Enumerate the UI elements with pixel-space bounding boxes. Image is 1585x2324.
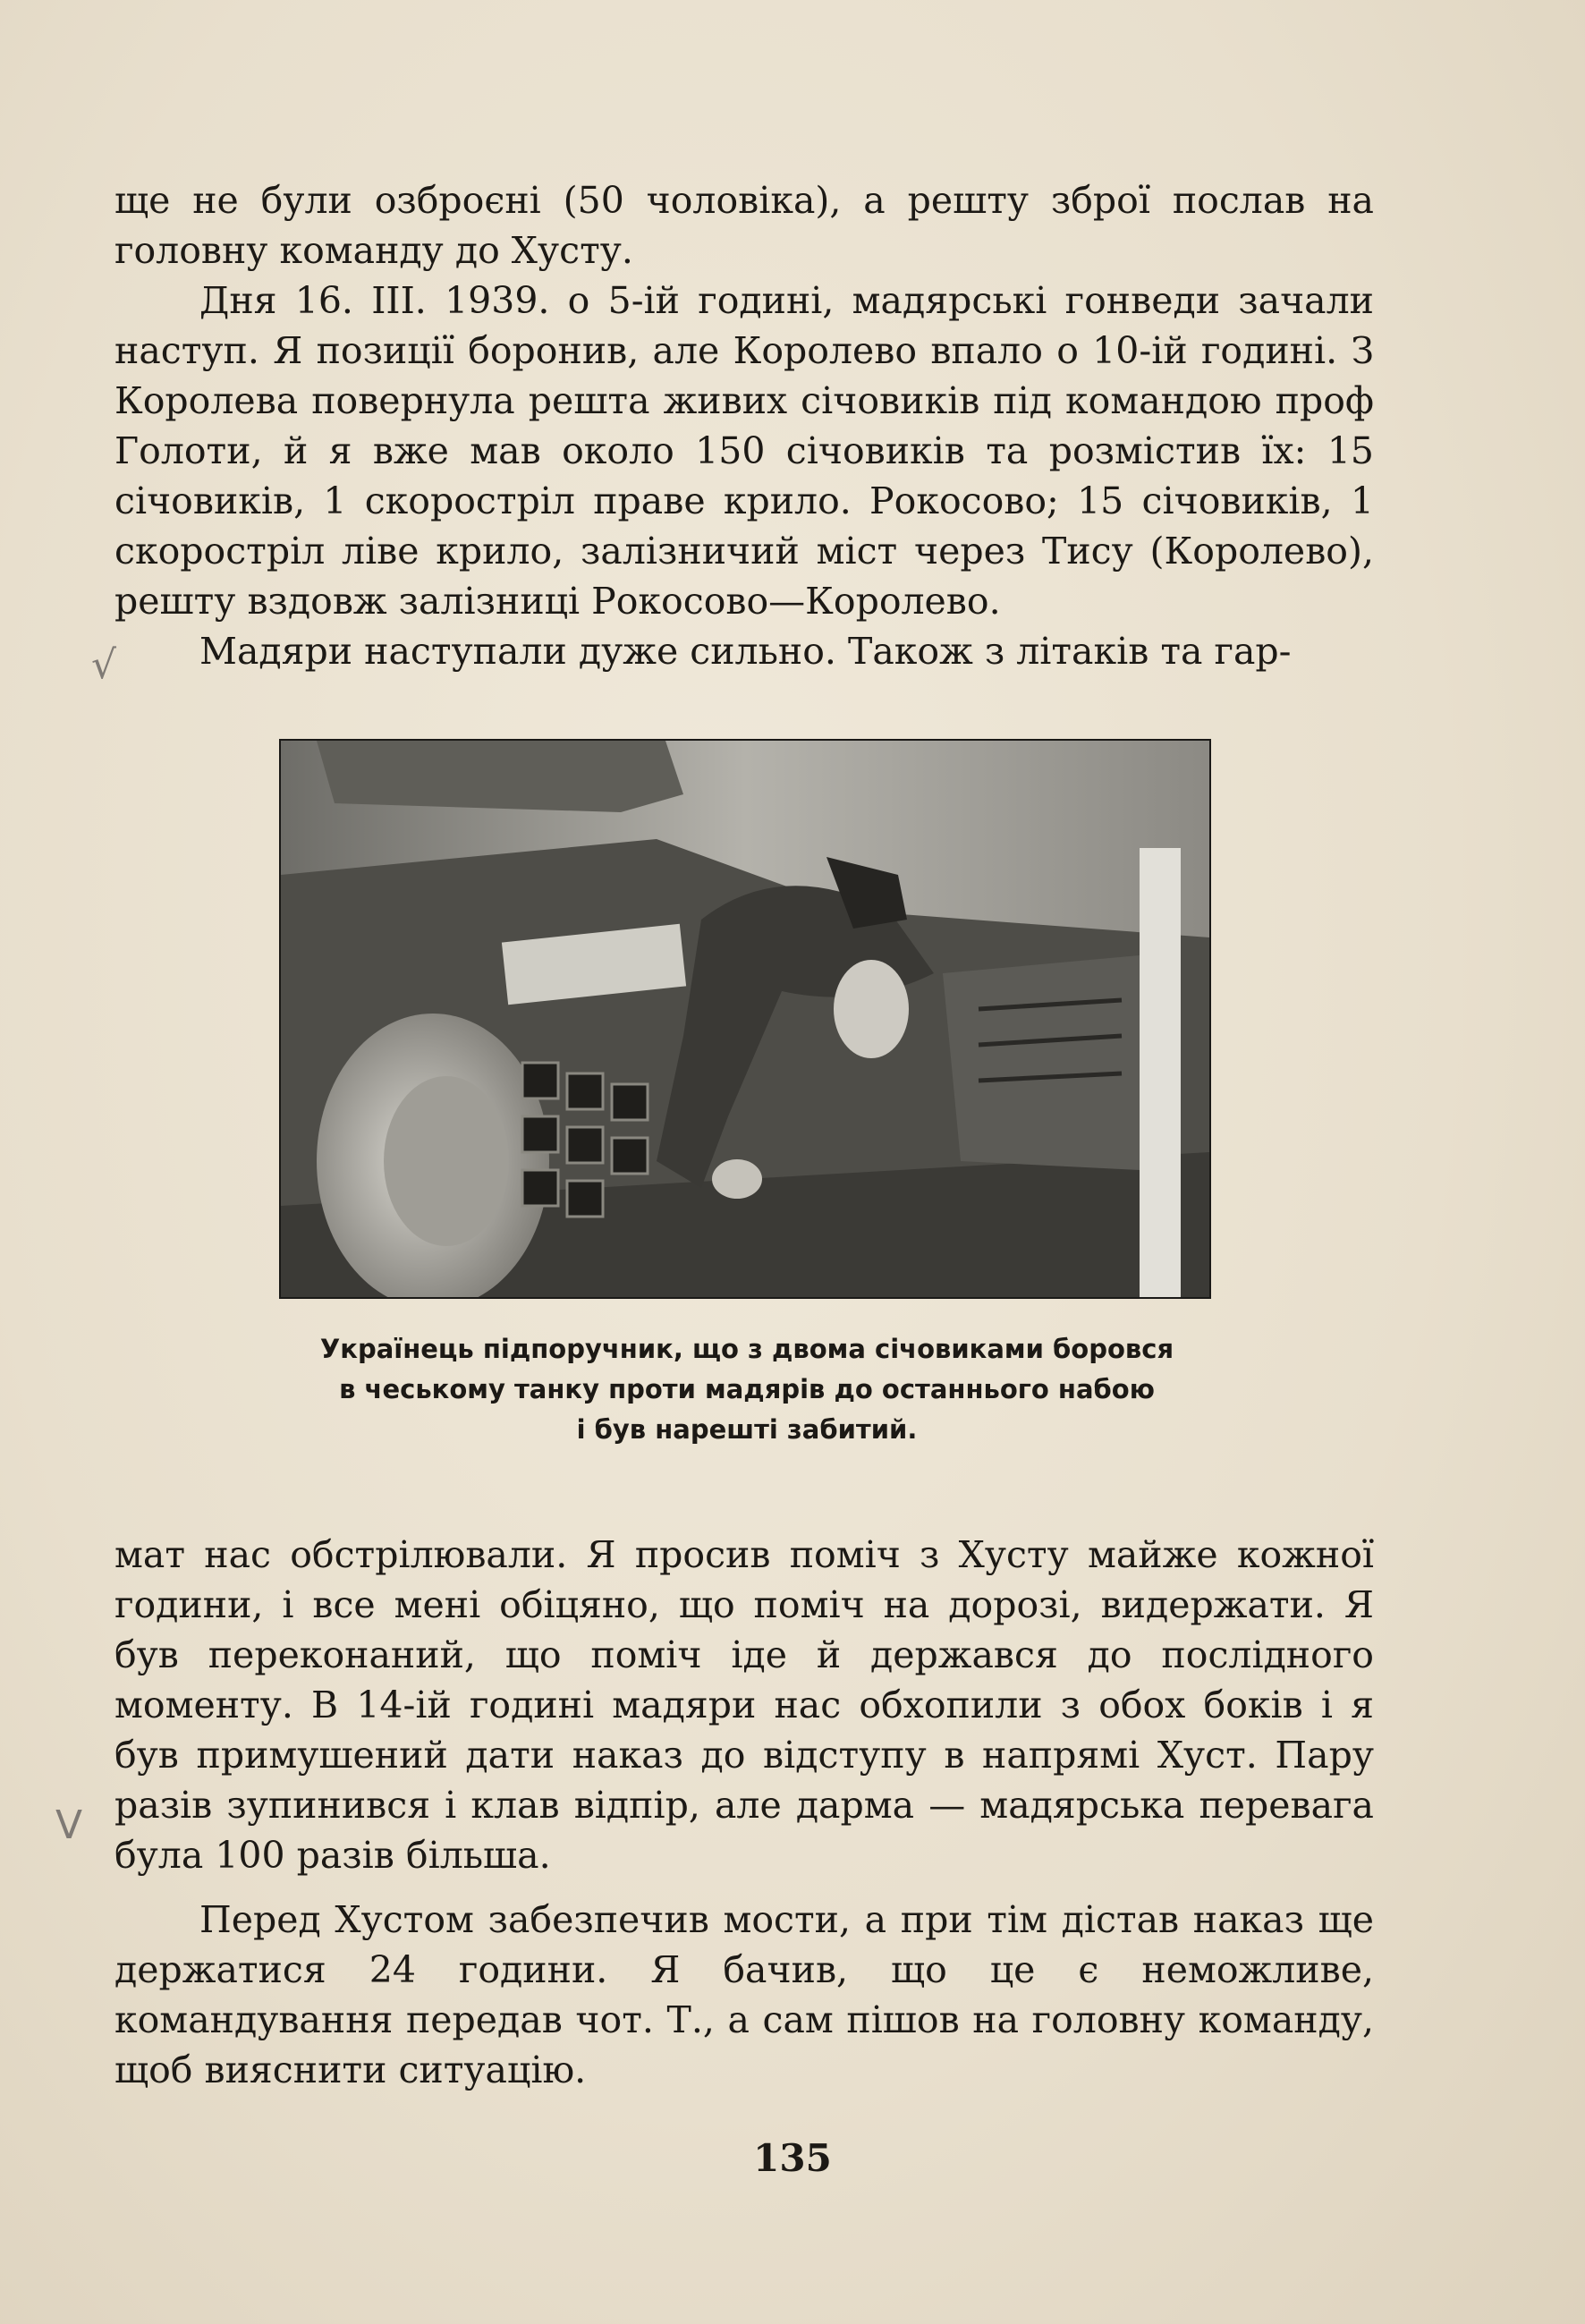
paragraph-khust: Перед Хустом забезпечив мости, а при тім дістав наказ ще держатися 24 години. Я бачив, що це є неможливе, командування передав чот. Т., а сам пішов на головну команду, щоб вияснити ситуацію. — [114, 1898, 1374, 2091]
caption-line: і був нарешті забитий. — [576, 1414, 918, 1445]
paragraph-offensive: Дня 16. III. 1939. о 5-ій годині, мадярські гонведи зачали наступ. Я позиції боронив, але Королево впало о 10-ій годині. З Королева повернула решта живих січовиків під командою проф Голоти, й я вже мав около 150 січовиків та розмістив їх: 15 січовиків, 1 скоростріл праве крило. Рокосово; 15 січовиків, 1 скоростріл ліве крило, залізничий міст через Тису (Королево), решту вздовж залізниці Рокосово—Королево. — [114, 279, 1374, 623]
tank-photo-illustration — [281, 741, 1209, 1297]
paragraph-retreat: мат нас обстрілювали. Я просив поміч з Хусту майже кожної години, і все мені обіцяно, що поміч на дорозі, видержати. Я був переконаний, що поміч іде й держався до послідного моменту. В 14-ій годині мадяри нас обхопили з обох боків і я був примушений дати наказ до відступу в напрямі Хуст. Пару разів зупинився і клав відпір, але дарма — мадярська перевага була 100 разів більша. — [114, 1533, 1374, 1877]
photo-caption — [259, 1329, 1234, 1450]
wheel-hub — [384, 1076, 509, 1246]
soldier-hand — [712, 1159, 762, 1199]
white-post — [1140, 848, 1181, 1297]
page-number: 135 — [753, 2136, 832, 2180]
soldier-face — [834, 960, 909, 1058]
tank-side — [943, 955, 1140, 1170]
paragraph-continuation: ще не були озброєні (50 чоловіка), а решту зброї послав на головну команду до Хусту. — [114, 179, 1374, 272]
tank-photo — [279, 739, 1211, 1299]
caption-line: в чеському танку проти мадярів до останнього набою — [339, 1374, 1155, 1404]
pencil-check-mark: √ — [91, 642, 117, 688]
pencil-v-mark: V — [55, 1802, 83, 1848]
top-text-block — [114, 175, 1374, 676]
tank-turret — [317, 741, 683, 812]
paragraph-attack: Мадяри наступали дуже сильно. Також з літаків та гар- — [199, 630, 1292, 673]
caption-line: Українець підпоручник, що з двома січовиками боровся — [319, 1334, 1174, 1364]
bottom-text-block — [114, 1530, 1374, 2095]
